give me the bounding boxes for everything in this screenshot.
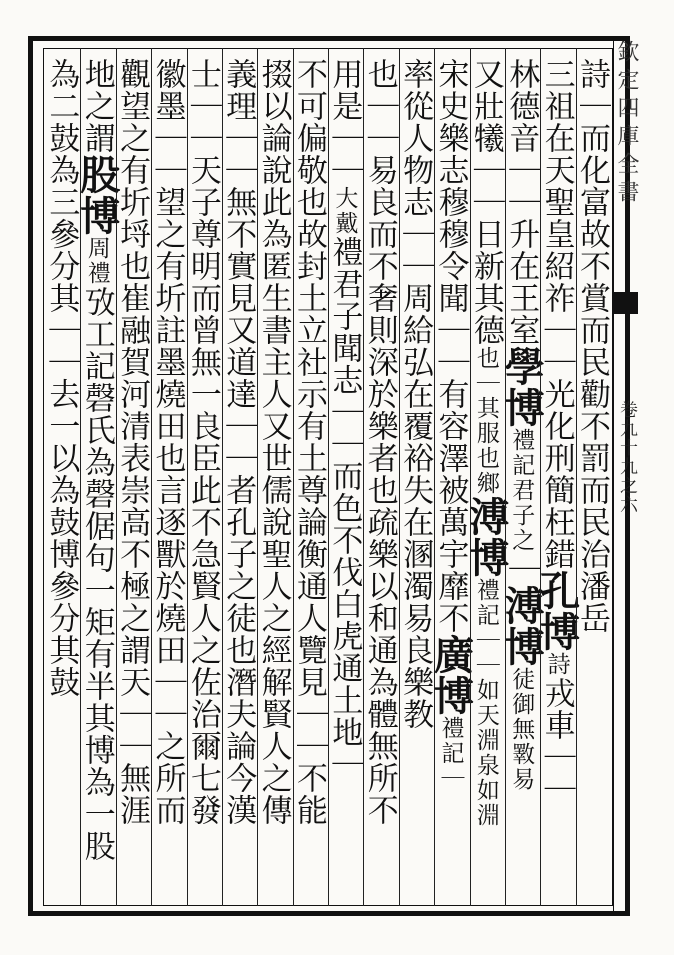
headword: 溥博 bbox=[498, 585, 546, 667]
source-note: 禮記｜ bbox=[437, 716, 464, 791]
book-title: 欽定四庫全書 bbox=[614, 40, 639, 208]
column-rule bbox=[470, 48, 471, 906]
column-text: 不可偏敬也故封土立社示有土尊論衡通人覽見｜｜不能 bbox=[291, 58, 327, 826]
text-column bbox=[73, 58, 121, 898]
column-rule bbox=[328, 48, 329, 906]
column-text: 用是｜｜ bbox=[326, 58, 363, 186]
column-text: 詩 bbox=[574, 58, 610, 90]
column-text: 攷工記磬氏為磬倨句一矩有半其博為一股 bbox=[78, 286, 115, 862]
text-column bbox=[576, 58, 611, 898]
column-text: 為二鼓為三參分其｜｜去一以為鼓博參分其鼓 bbox=[43, 58, 80, 698]
source-note: 禮記｜｜如天淵泉如淵 bbox=[472, 578, 499, 828]
text-column bbox=[257, 58, 292, 898]
column-text: 林德音｜｜升在王室 bbox=[503, 58, 540, 346]
column-text: 義理｜｜無不實見又道達｜｜者孔子之徒也潛夫論今漢 bbox=[220, 58, 257, 826]
text-column bbox=[462, 58, 510, 898]
column-rule bbox=[222, 48, 223, 906]
headword: 溥博 bbox=[462, 496, 510, 578]
headword: 孔博 bbox=[533, 570, 581, 652]
text-column bbox=[45, 58, 80, 898]
source-note: 也｜其服也鄉 bbox=[472, 346, 499, 496]
text-column bbox=[328, 58, 363, 898]
column-text: ｜ bbox=[503, 553, 540, 585]
column-text: 三祖在天聖皇紹祚｜｜光化刑簡枉錯 bbox=[538, 58, 575, 570]
source-note: 大戴 bbox=[331, 186, 358, 236]
text-column bbox=[222, 58, 257, 898]
column-text: 率從人物志｜｜周給弘在覆裕失在溷濁易良樂教 bbox=[397, 58, 434, 730]
text-column bbox=[116, 58, 151, 898]
source-note: 徒御無斁易 bbox=[508, 667, 535, 792]
column-rule bbox=[576, 48, 577, 906]
column-text: 掇以論說此為匿生書主人又世儒說聖人之經解賢人之傳 bbox=[255, 58, 292, 826]
text-column bbox=[363, 58, 398, 898]
column-rule bbox=[151, 48, 152, 906]
column-text: 觀望之有圻埒也崔融賀河清表崇高不極之謂天｜｜無涯 bbox=[114, 58, 151, 826]
text-column bbox=[533, 58, 581, 898]
text-column bbox=[151, 58, 186, 898]
headword: 學博 bbox=[498, 346, 546, 428]
text-column bbox=[184, 58, 222, 898]
column-text: 徽墨｜｜望之有圻註墨燒田也言逐獸於燒田｜｜之所而 bbox=[149, 58, 186, 826]
headword: 廣博 bbox=[427, 634, 475, 716]
headword: 股博 bbox=[73, 154, 121, 236]
column-text: 士｜｜天子尊明而曾無一良臣此不急賢人之佐治爾七發 bbox=[184, 58, 221, 826]
text-column bbox=[427, 58, 475, 898]
text-column bbox=[293, 58, 328, 898]
column-text: 戎車｜｜ bbox=[538, 677, 575, 805]
column-text: ｜而化富故不賞而民勸不罰而民治潘岳 bbox=[574, 90, 610, 634]
column-rule bbox=[257, 48, 258, 906]
text-column bbox=[399, 58, 434, 898]
column-rule bbox=[293, 48, 294, 906]
column-rule bbox=[116, 48, 117, 906]
fish-tail-mark bbox=[614, 292, 638, 314]
source-note: 禮記君子之 bbox=[508, 428, 535, 553]
column-text: 地之謂 bbox=[78, 58, 115, 154]
column-rule bbox=[540, 48, 541, 906]
source-note: 詩 bbox=[543, 652, 570, 677]
column-text: 也｜｜易良而不奢則深於樂者也疏樂以和通為體無所不 bbox=[361, 58, 398, 826]
column-text: 禮君子聞志｜｜而色不伐白虎通土地｜ bbox=[326, 236, 363, 780]
column-text: 又壯犧｜｜日新其德 bbox=[467, 58, 504, 346]
volume-label: 卷九十九之六 bbox=[617, 400, 638, 514]
column-rule bbox=[505, 48, 506, 906]
column-rule bbox=[187, 48, 188, 906]
column-rule bbox=[80, 48, 81, 906]
column-rule bbox=[434, 48, 435, 906]
source-note: 周禮 bbox=[83, 236, 110, 286]
column-rule bbox=[399, 48, 400, 906]
column-text: 宋史樂志穆穆令聞｜｜有容澤被萬宇靡不 bbox=[432, 58, 469, 634]
text-column bbox=[498, 58, 546, 898]
column-rule bbox=[363, 48, 364, 906]
